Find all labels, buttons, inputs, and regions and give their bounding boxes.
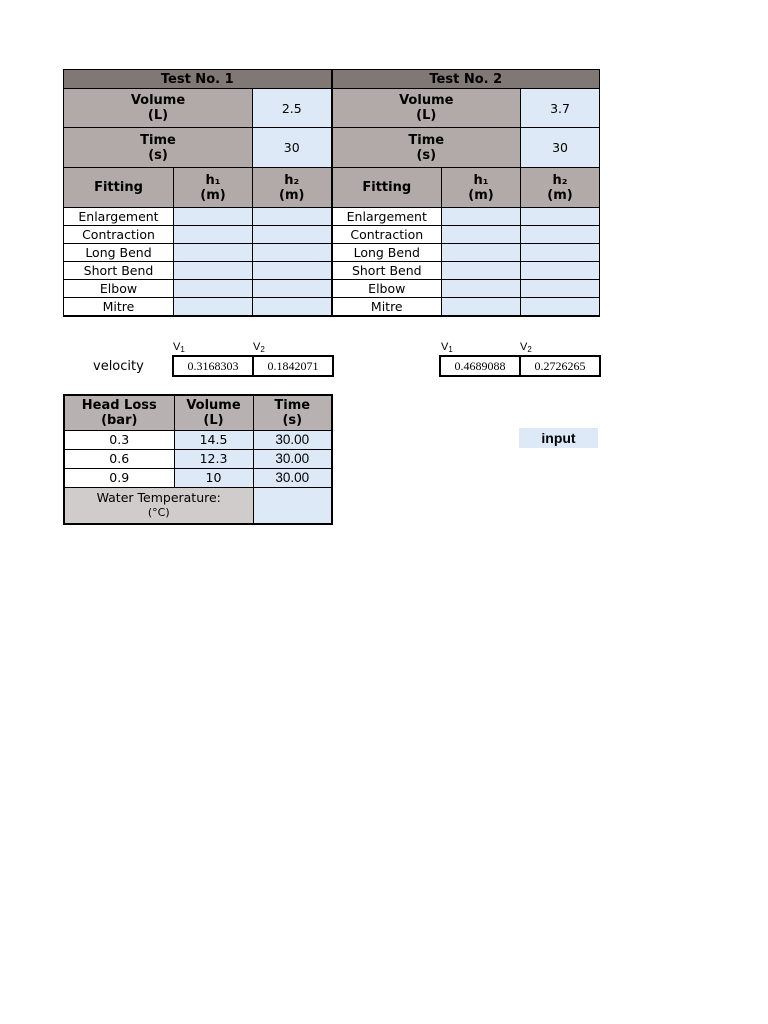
test-table xyxy=(63,69,600,317)
test1-fitting-name: Short Bend xyxy=(64,262,174,280)
test1-time-label: Time (s) xyxy=(64,128,253,168)
head-loss-value: 0.9 xyxy=(64,468,174,487)
test1-v1-label: $V_1$ xyxy=(173,341,185,354)
input-legend: input xyxy=(519,428,598,448)
test1-fitting-name: Elbow xyxy=(64,280,174,298)
test1-h2-input[interactable] xyxy=(253,298,332,316)
test1-h1-input[interactable] xyxy=(174,244,253,262)
test1-h1-input[interactable] xyxy=(174,226,253,244)
test1-h1-input[interactable] xyxy=(174,262,253,280)
test1-volume-label: Volume (L) xyxy=(64,89,253,128)
water-temperature-input[interactable] xyxy=(253,487,332,524)
fitting-row xyxy=(64,226,600,244)
test2-velocity-table xyxy=(439,355,601,377)
time-value[interactable]: 30.00 xyxy=(253,430,332,449)
test2-h2-input[interactable] xyxy=(521,226,600,244)
head-loss-table xyxy=(63,394,333,525)
test2-h1-input[interactable] xyxy=(442,262,521,280)
test2-h1-input[interactable] xyxy=(442,298,521,316)
time-value[interactable]: 30.00 xyxy=(253,468,332,487)
test1-fitting-name: Enlargement xyxy=(64,208,174,226)
test1-velocity-table xyxy=(172,355,334,377)
head-loss-row xyxy=(64,430,332,449)
fitting-row xyxy=(64,262,600,280)
test2-v1-label: $V_1$ xyxy=(441,341,453,354)
head-loss-header: Head Loss (bar) xyxy=(64,395,174,430)
time-value[interactable]: 30.00 xyxy=(253,449,332,468)
volume-header: Volume (L) xyxy=(174,395,253,430)
test2-fitting-name: Short Bend xyxy=(332,262,442,280)
test2-v2-value: 0.2726265 xyxy=(520,356,600,376)
test2-fitting-name: Enlargement xyxy=(332,208,442,226)
test2-fitting-name: Long Bend xyxy=(332,244,442,262)
test1-v1-value: 0.3168303 xyxy=(173,356,253,376)
velocity-label: velocity xyxy=(93,359,144,374)
test2-fitting-name: Mitre xyxy=(332,298,442,316)
test1-fitting-name: Mitre xyxy=(64,298,174,316)
test2-h1-input[interactable] xyxy=(442,208,521,226)
test2-v1-value: 0.4689088 xyxy=(440,356,520,376)
test2-h2-header: h₂ (m) xyxy=(521,168,600,208)
test2-h2-input[interactable] xyxy=(521,244,600,262)
test1-h1-input[interactable] xyxy=(174,298,253,316)
test1-h1-input[interactable] xyxy=(174,208,253,226)
test2-v2-label: $V_2$ xyxy=(520,341,532,354)
test2-h1-header: h₁ (m) xyxy=(442,168,521,208)
volume-input[interactable]: 10 xyxy=(174,468,253,487)
test2-h1-input[interactable] xyxy=(442,280,521,298)
head-loss-row xyxy=(64,468,332,487)
test1-time-input[interactable]: 30 xyxy=(253,128,332,168)
test2-fitting-name: Elbow xyxy=(332,280,442,298)
test1-h2-input[interactable] xyxy=(253,262,332,280)
volume-input[interactable]: 12.3 xyxy=(174,449,253,468)
test1-fitting-name: Long Bend xyxy=(64,244,174,262)
test2-time-label: Time (s) xyxy=(332,128,521,168)
test2-volume-label: Volume (L) xyxy=(332,89,521,128)
test1-h1-input[interactable] xyxy=(174,280,253,298)
fitting-row xyxy=(64,280,600,298)
test1-h2-input[interactable] xyxy=(253,226,332,244)
head-loss-value: 0.6 xyxy=(64,449,174,468)
fitting-row xyxy=(64,208,600,226)
test1-h1-header: h₁ (m) xyxy=(174,168,253,208)
test2-fitting-header: Fitting xyxy=(332,168,442,208)
test1-h2-input[interactable] xyxy=(253,280,332,298)
time-header: Time (s) xyxy=(253,395,332,430)
fitting-row xyxy=(64,244,600,262)
test2-time-input[interactable]: 30 xyxy=(521,128,600,168)
test1-h2-input[interactable] xyxy=(253,244,332,262)
test1-fitting-name: Contraction xyxy=(64,226,174,244)
test2-h2-input[interactable] xyxy=(521,262,600,280)
test1-fitting-header: Fitting xyxy=(64,168,174,208)
test2-h1-input[interactable] xyxy=(442,226,521,244)
volume-input[interactable]: 14.5 xyxy=(174,430,253,449)
fitting-row xyxy=(64,298,600,316)
water-temperature-label: Water Temperature: (°C) xyxy=(64,487,253,524)
test1-title: Test No. 1 xyxy=(64,70,332,89)
test1-h2-input[interactable] xyxy=(253,208,332,226)
head-loss-row xyxy=(64,449,332,468)
test1-v2-label: $V_2$ xyxy=(253,341,265,354)
test2-h2-input[interactable] xyxy=(521,298,600,316)
test2-fitting-name: Contraction xyxy=(332,226,442,244)
test1-v2-value: 0.1842071 xyxy=(253,356,333,376)
test2-h2-input[interactable] xyxy=(521,208,600,226)
test2-h2-input[interactable] xyxy=(521,280,600,298)
test1-volume-input[interactable]: 2.5 xyxy=(253,89,332,128)
test2-volume-input[interactable]: 3.7 xyxy=(521,89,600,128)
head-loss-value: 0.3 xyxy=(64,430,174,449)
test2-title: Test No. 2 xyxy=(332,70,600,89)
test2-h1-input[interactable] xyxy=(442,244,521,262)
test1-h2-header: h₂ (m) xyxy=(253,168,332,208)
